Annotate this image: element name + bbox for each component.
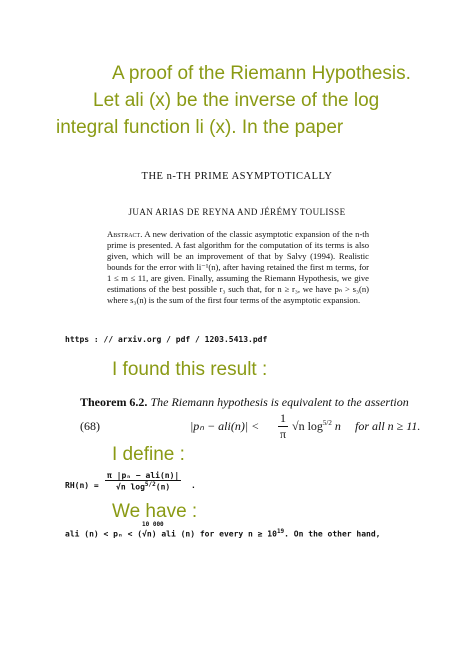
- abstract: [107, 229, 369, 306]
- equation-fraction: $\frac{1}{\pi}$: [280, 411, 287, 441]
- equation-condition: for all n ≥ 11.: [355, 419, 421, 433]
- abstract-text: A new derivation of the classic asymptotic expansion of the n-th prime is presented. A fast algorithm for the computation of its terms is also given, which will be an improvement of that by Salvy (1994). Realistic bounds for the error with li⁻¹(n), after having retained the first m terms, for 1 ≤ m ≤ 11, are given. Finally, assuming the Riemann Hypothesis, we give estimations of the best possible r₃ such that, for n ≥ r₃, we have pₙ > s₃(n) where s₃(n) is the sum of the first four terms of the asymptotic expansion.: [107, 229, 369, 305]
- have-heading: We have :: [112, 501, 198, 522]
- heading-line-3: integral function li (x). In the paper: [56, 117, 344, 138]
- heading-line-1: A proof of the Riemann Hypothesis.: [112, 63, 411, 84]
- theorem-label: Theorem 6.2.: [80, 395, 148, 409]
- final-inequality: ali (n) < pₙ < (√n) ali (n) for every $n \ge 10^{19}$. On the other hand,: [65, 528, 381, 539]
- rh-fraction: π |pₙ − ali(n)| √n $\log^{5/2}(n)$: [107, 471, 180, 492]
- equation-number: (68): [80, 419, 100, 433]
- abstract-label: Abstract.: [107, 229, 143, 239]
- theorem-line: [80, 395, 409, 410]
- paper-title: THE n-TH PRIME ASYMPTOTICALLY: [141, 171, 333, 182]
- arxiv-link[interactable]: https : // arxiv.org / pdf / 1203.5413.pdf: [65, 335, 268, 344]
- final-exponent: 10 000: [142, 521, 164, 528]
- rh-definition: [65, 470, 305, 500]
- equation-rhs: √n $\log^{5/2} n$: [292, 419, 341, 433]
- rh-end: .: [191, 481, 196, 490]
- equation-68: [80, 411, 421, 445]
- equation-lhs: |pₙ − ali(n)| <: [190, 419, 260, 433]
- heading-line-2: Let ali (x) be the inverse of the log: [93, 90, 380, 111]
- paper-authors: JUAN ARIAS DE REYNA AND JÉRÉMY TOULISSE: [128, 207, 346, 217]
- define-heading: I define :: [112, 444, 185, 465]
- theorem-statement: The Riemann hypothesis is equivalent to the assertion: [150, 395, 409, 409]
- rh-lhs: RH(n) =: [65, 481, 99, 490]
- found-heading: I found this result :: [112, 359, 268, 380]
